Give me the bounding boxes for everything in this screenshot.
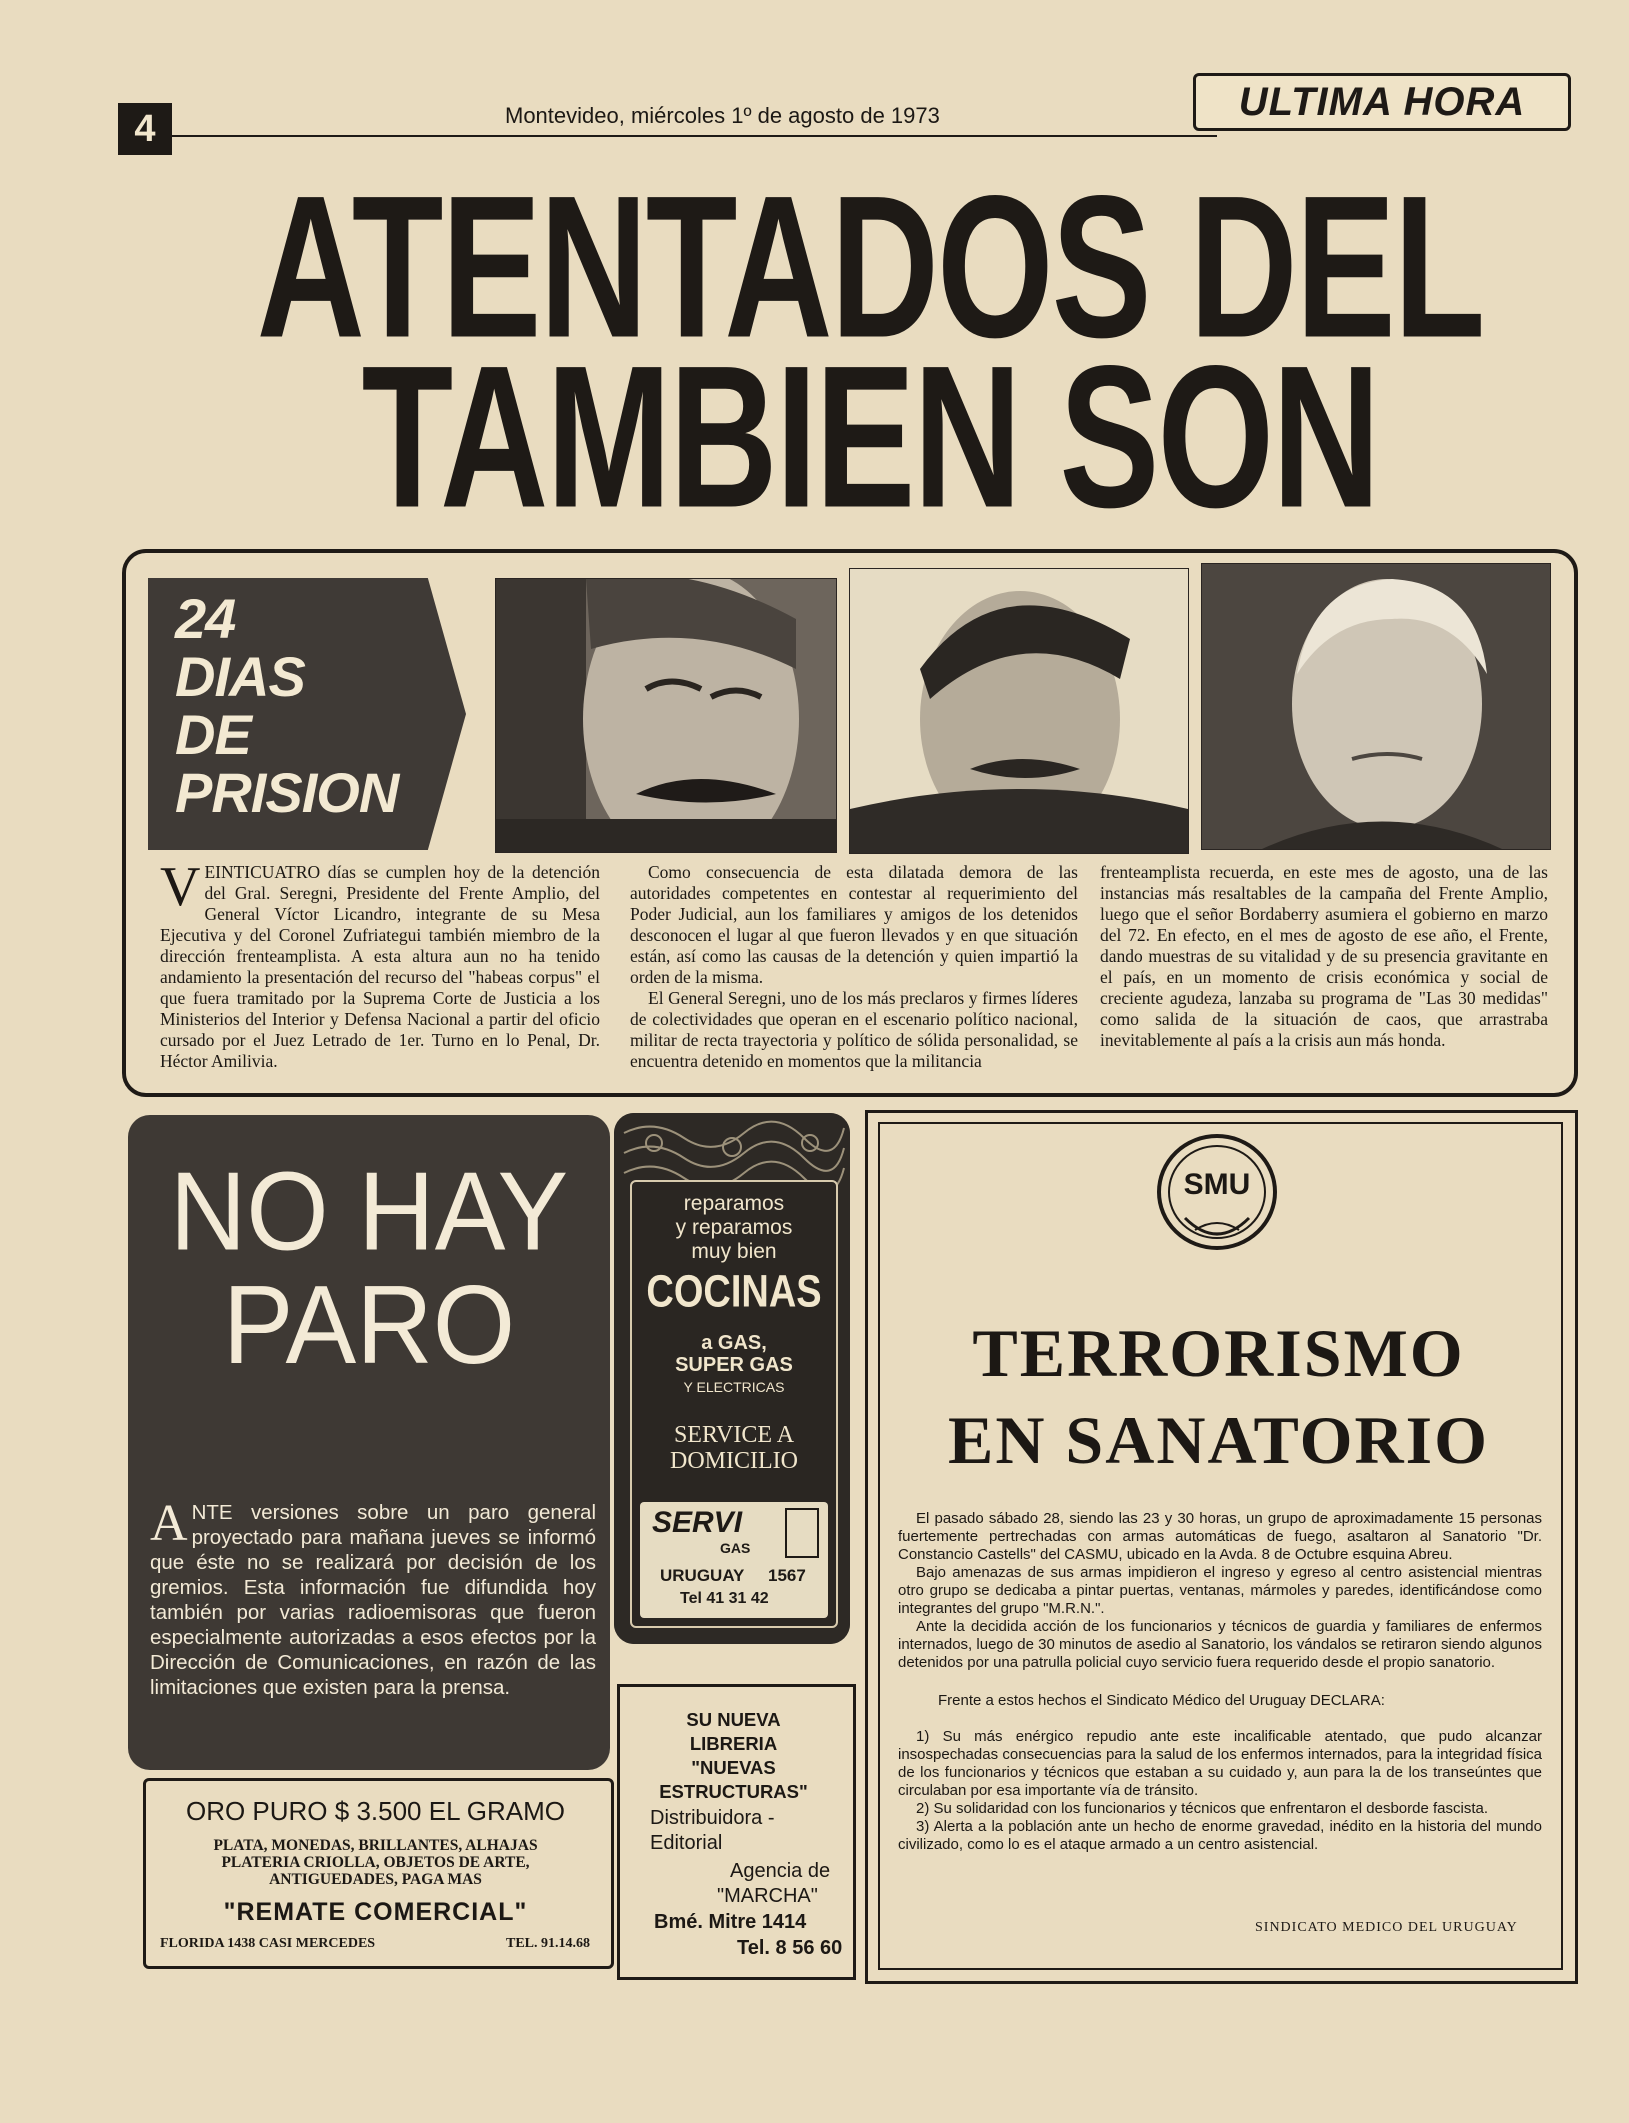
libreria-heading	[617, 1708, 850, 1804]
story-paragraph: frenteamplista recuerda, en este mes de agosto, una de las instancias más resaltables de la campaña del Frente Amplio, luego que el señor Bordaberry asumiera el gobierno en marzo del 72. En efecto, en el mes de agosto de ese año, el Frente, dando muestras de su vitalidad y de su presencia gravitante en el país, en un momento de crisis económica y social de creciente agudeza, lanzaba su programa de "Las 30 medidas" como salida de la situación de caos, que arrastraba inevitablemente al país a la crisis aun más honda.	[1100, 862, 1548, 1050]
slogan-line: muy bien	[691, 1240, 777, 1263]
oro-ad-footer	[160, 1936, 590, 1952]
title-line: PARO	[222, 1263, 516, 1388]
lib-head-line: LIBRERIA	[689, 1733, 778, 1754]
oro-ad-name: "REMATE COMERCIAL"	[223, 1898, 528, 1926]
no-hay-paro-body	[150, 1495, 596, 1700]
dropcap: V	[160, 856, 201, 918]
lib-head-line: SU NUEVA	[686, 1709, 781, 1730]
dropcap: A	[150, 1495, 188, 1552]
story-paragraph: El General Seregni, uno de los más preclaros y firmes líderes de colectividades que operan en el escenario político nacional, militar de recta trayectoria y político de sólida personalidad, se encuentra detenido en momentos que la militancia	[630, 988, 1078, 1071]
oro-line: ANTIGUEDADES, PAGA MAS	[269, 1871, 482, 1888]
smu-paragraph: 1) Su más enérgico repudio ante este incalificable atentado, que pudo alcanzar insospechadas consecuencias para la salud de los enfermos internados, para la integridad física de los funcionarios y técnicos que estaban a su cuidado y, aun para la de los transeúntes que circulaban por esa importante vía de tránsito.	[898, 1728, 1542, 1799]
banner-line: DE	[175, 703, 251, 766]
servi-service	[632, 1422, 836, 1474]
lib-head-line: ESTRUCTURAS"	[659, 1781, 808, 1802]
smu-paragraph: Bajo amenazas de sus armas impidieron el ingreso y egreso al centro asistencial mientras otro grupo se dedicaba a pintar puertas, ventanas, mármoles y paredes, identificándose como integrantes del grupo "M.R.N.".	[898, 1564, 1542, 1617]
banner-line: PRISION	[175, 761, 399, 824]
gas-line: Y ELECTRICAS	[683, 1379, 785, 1395]
story-text: EINTICUATRO días se cumplen hoy de la detención del Gral. Seregni, Presidente del Frente Amplio, del General Víctor Licandro, integrante de su Mesa Ejecutiva y del Coronel Zufriategui también miembro de la dirección frenteamplista. A esta altura aun no ha tenido andamiento la presentación del recurso del "habeas corpus" el que fuera tramitado por la Suprema Corte de Justicia a los Ministerios del Interior y Defensa Nacional a partir del oficio cursado por el Juez Letrado de 1er. Turno en lo Penal, Dr. Héctor Amilivia.	[160, 862, 600, 1071]
smu-paragraph: Ante la decidida acción de los funcionarios y técnicos de guardia y familiares de enfermos internados, luego de 30 minutos de asedio al Sanatorio, los vándalos se retiraron siendo algunos detenidos por una patrulla policial cuyo servicio fuera requerido desde el propio sanatorio.	[898, 1618, 1542, 1671]
story-column-2	[630, 862, 1078, 1072]
dateline: Montevideo, miércoles 1º de agosto de 1973	[505, 103, 940, 128]
no-hay-paro-title	[128, 1149, 610, 1388]
page-number: 4	[118, 103, 172, 155]
prision-banner-text	[175, 587, 399, 824]
portrait-photo	[849, 568, 1189, 854]
headline-line-1: ATENTADOS DEL	[256, 152, 1484, 380]
libreria-line: "MARCHA"	[717, 1885, 818, 1907]
smu-body	[898, 1510, 1542, 1854]
smu-paragraph: 3) Alerta a la población ante un hecho de enorme gravedad, inédito en la historia del mundo civilizado, como lo es el ataque armado a un centro asistencial.	[898, 1818, 1542, 1853]
oro-line: PLATERIA CRIOLLA, OBJETOS DE ARTE,	[221, 1854, 530, 1871]
libreria-line: Distribuidora -	[650, 1807, 775, 1829]
servi-brand-sub: GAS	[720, 1540, 751, 1556]
service-line: DOMICILIO	[670, 1448, 798, 1474]
no-hay-paro-text: NTE versiones sobre un paro general proyectado para mañana jueves se informó que éste no se realizará por decisión de los gremios. Esta información fue difundida hoy también por varias radioemisoras que fueron especialmente autorizadas a esos efectos por la Dirección de Comunicaciones, en razón de las limitaciones que existen para la prensa.	[150, 1501, 596, 1699]
gas-line: SUPER GAS	[675, 1354, 793, 1376]
masthead-logo: ULTIMA HORA	[1193, 73, 1571, 131]
smu-signature: SINDICATO MEDICO DEL URUGUAY	[1255, 1920, 1518, 1935]
story-column-1	[160, 856, 600, 1072]
oro-line: PLATA, MONEDAS, BRILLANTES, ALHAJAS	[213, 1837, 538, 1854]
story-column-3	[1100, 862, 1548, 1051]
servi-street: URUGUAY	[660, 1566, 745, 1585]
servi-gas-panel	[630, 1180, 838, 1628]
servi-number: 1567	[768, 1566, 806, 1585]
smu-title-line-2: EN SANATORIO	[947, 1402, 1490, 1478]
title-line: NO HAY	[169, 1149, 569, 1274]
oro-ad-lines	[143, 1837, 608, 1888]
service-line: SERVICE A	[673, 1422, 795, 1448]
libreria-line: Tel. 8 56 60	[737, 1937, 843, 1959]
header-rule	[172, 135, 1217, 137]
smu-title-line-1: TERRORISMO	[972, 1315, 1465, 1391]
slogan-line: y reparamos	[675, 1216, 793, 1239]
libreria-line: Bmé. Mitre 1414	[654, 1911, 807, 1933]
servi-tel: Tel 41 31 42	[680, 1590, 769, 1607]
oro-address: FLORIDA 1438 CASI MERCEDES	[160, 1936, 376, 1951]
servi-slogan	[632, 1192, 836, 1264]
story-paragraph: Como consecuencia de esta dilatada demora de las autoridades competentes en contestar al requerimiento del Poder Judicial, aun los familiares y amigos de los detenidos desconocen el lugar al que fueron llevados y en que situación están, así como las causas de la detención y quien impartió la orden de la misma.	[630, 862, 1078, 987]
oro-phone: TEL. 91.14.68	[505, 1936, 590, 1951]
servi-logo-panel	[640, 1502, 828, 1618]
slogan-line: reparamos	[683, 1192, 785, 1215]
libreria-line: Editorial	[650, 1832, 723, 1854]
servi-brand: SERVI	[652, 1506, 743, 1539]
lib-head-line: "NUEVAS	[691, 1757, 776, 1778]
servi-gas-types	[632, 1332, 836, 1398]
banner-line: DIAS	[175, 645, 305, 708]
stove-icon	[785, 1508, 819, 1558]
smu-logo-text: SMU	[1183, 1168, 1251, 1201]
smu-paragraph: El pasado sábado 28, siendo las 23 y 30 horas, un grupo de aproximadamente 15 personas fuertemente pertrechadas con armas automáticas de fuego, asaltaron al Sanatorio "Dr. Constancio Castells" del CASMU, ubicado en la Avda. 8 de Octubre esquina Abreu.	[898, 1510, 1542, 1563]
gas-line: a GAS,	[701, 1332, 767, 1354]
smu-paragraph: Frente a estos hechos el Sindicato Médico del Uruguay DECLARA:	[938, 1692, 1385, 1709]
portrait-photo	[495, 578, 837, 853]
banner-line: 24	[175, 587, 236, 650]
servi-product: COCINAS	[646, 1266, 822, 1318]
portrait-photo	[1201, 563, 1551, 850]
smu-paragraph: 2) Su solidaridad con los funcionarios y técnicos que enfrentaron el desborde fascista.	[916, 1800, 1488, 1817]
oro-ad-title: ORO PURO $ 3.500 EL GRAMO	[185, 1796, 566, 1826]
headline-line-2: TAMBIEN SON	[361, 322, 1379, 550]
libreria-line: Agencia de	[730, 1860, 831, 1882]
